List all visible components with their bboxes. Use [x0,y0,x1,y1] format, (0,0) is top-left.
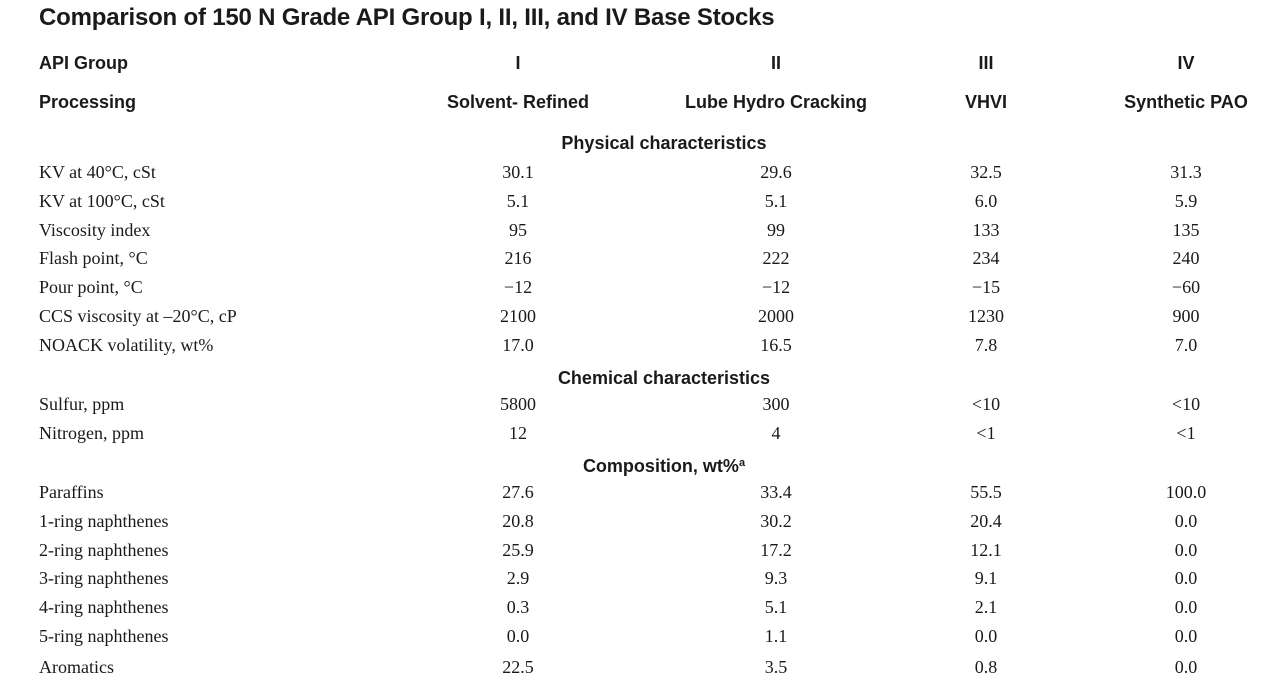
row-label: Paraffins [39,482,104,502]
processing-group-iii: VHVI [964,92,1008,112]
table-cell: 6.0 [974,191,998,211]
table-cell: 2000 [758,306,794,326]
table-cell: 99 [767,220,785,240]
table-row [0,302,1284,330]
table-cell: 1230 [968,306,1004,326]
table-cell: 9.1 [974,568,998,588]
row-label: KV at 40°C, cSt [39,162,156,182]
section-title: Chemical characteristics [557,368,771,388]
table-row [0,390,1284,418]
table-cell: 33.4 [760,482,792,502]
table-cell: 95 [509,220,527,240]
table-row [0,216,1284,244]
row-label: Flash point, °C [39,248,148,268]
row-label: Processing [39,92,137,112]
row-label: Nitrogen, ppm [39,423,144,443]
table-row [0,331,1284,359]
table-cell: 234 [972,248,1000,268]
table-cell: −12 [761,277,791,297]
section-heading-composition [0,449,1284,477]
table-row [0,244,1284,272]
table-cell: 222 [762,248,790,268]
processing-group-i: Solvent- Refined [446,92,590,112]
table-cell: 216 [504,248,532,268]
section-title: Physical characteristics [561,133,767,153]
table-cell: 3.5 [764,657,788,677]
row-label: Sulfur, ppm [39,394,125,414]
row-label: Aromatics [39,657,114,677]
table-cell: 12.1 [970,540,1002,560]
section-title: Composition, wt%$^a$ [582,456,746,476]
table-cell: 0.3 [506,597,530,617]
table-cell: 25.9 [502,540,534,560]
table-row [0,653,1284,681]
table-cell: −60 [1171,277,1201,297]
table-cell: 30.1 [502,162,534,182]
row-label: Pour point, °C [39,277,143,297]
table-cell: 20.4 [970,511,1002,531]
table-cell: 2100 [500,306,536,326]
processing-group-iv: Synthetic PAO [1124,92,1248,112]
table-cell: 22.5 [502,657,534,677]
table-cell: 4 [771,423,781,443]
table-cell: 55.5 [970,482,1002,502]
table-cell: 9.3 [764,568,788,588]
table-cell: 0.0 [1174,626,1198,646]
table-cell: 31.3 [1170,162,1202,182]
row-label: 1-ring naphthenes [39,511,169,531]
table-cell: 5.1 [764,597,788,617]
row-label: Viscosity index [39,220,151,240]
section-heading-physical [0,126,1284,154]
table-cell: 27.6 [502,482,534,502]
row-label: 2-ring naphthenes [39,540,169,560]
row-label: API Group [39,53,128,73]
table-cell: 7.0 [1174,335,1198,355]
table-cell: 16.5 [760,335,792,355]
header-row-processing [0,88,1284,116]
table-row [0,187,1284,215]
row-label: 5-ring naphthenes [39,626,169,646]
table-cell: 100.0 [1165,482,1207,502]
table-cell: 0.0 [506,626,530,646]
table-cell: 0.0 [1174,540,1198,560]
table-cell: <1 [976,423,996,443]
table-cell: 2.1 [974,597,998,617]
row-label: NOACK volatility, wt% [39,335,214,355]
table-row [0,536,1284,564]
table-cell: 5800 [500,394,536,414]
table-cell: 17.2 [760,540,792,560]
table-cell: 0.0 [1174,597,1198,617]
section-heading-chemical [0,361,1284,389]
table-cell: <1 [1176,423,1196,443]
table-cell: 0.0 [974,626,998,646]
table-cell: 133 [972,220,1000,240]
table-cell: 12 [509,423,527,443]
table-row [0,593,1284,621]
table-row [0,507,1284,535]
group-ii-header: II [770,53,782,73]
table-cell: 900 [1172,306,1200,326]
row-label: KV at 100°C, cSt [39,191,165,211]
table-row [0,622,1284,650]
table-cell: 7.8 [974,335,998,355]
table-cell: 29.6 [760,162,792,182]
group-iv-header: IV [1177,53,1195,73]
table-cell: 5.1 [764,191,788,211]
table-cell: 240 [1172,248,1200,268]
table-cell: 32.5 [970,162,1002,182]
row-label: 3-ring naphthenes [39,568,169,588]
table-cell: 0.8 [974,657,998,677]
table-cell: 5.1 [506,191,530,211]
table-cell: 20.8 [502,511,534,531]
table-cell: 300 [762,394,790,414]
processing-group-ii: Lube Hydro Cracking [684,92,868,112]
row-label: CCS viscosity at –20°C, cP [39,306,237,326]
group-i-header: I [515,53,521,73]
table-cell: 135 [1172,220,1200,240]
table-title: Comparison of 150 N Grade API Group I, II, III, and IV Base Stocks [39,4,775,31]
table-row [0,564,1284,592]
table-cell: −12 [503,277,533,297]
header-row-api-group [0,49,1284,77]
table-row [0,273,1284,301]
table-cell: <10 [971,394,1001,414]
table-cell: 17.0 [502,335,534,355]
table-cell: 1.1 [764,626,788,646]
table-cell: 5.9 [1174,191,1198,211]
table-row [0,419,1284,447]
table-row [0,478,1284,506]
row-label: 4-ring naphthenes [39,597,169,617]
group-iii-header: III [978,53,994,73]
table-cell: 2.9 [506,568,530,588]
table-row [0,158,1284,186]
table-cell: <10 [1171,394,1201,414]
table-cell: −15 [971,277,1001,297]
table-cell: 30.2 [760,511,792,531]
table-cell: 0.0 [1174,568,1198,588]
table-cell: 0.0 [1174,511,1198,531]
table-cell: 0.0 [1174,657,1198,677]
